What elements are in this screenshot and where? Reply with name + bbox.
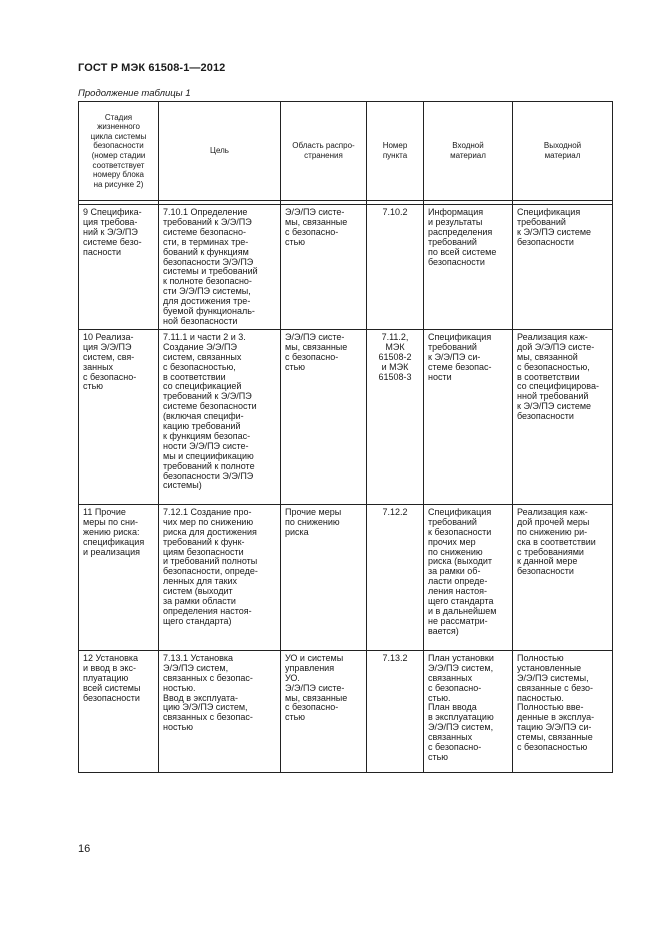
header-output: Выходной материал: [513, 102, 613, 201]
cell-scope: Э/Э/ПЭ систе- мы, связанные с безопасно- стью: [281, 205, 367, 330]
cell-output: Полностью установленные Э/Э/ПЭ системы, связанные с безо- пасностью. Полностью вве- денные в эксплуа- тацию Э/Э/ПЭ си- стемы, связанные с безопасностью: [513, 650, 613, 772]
cell-clause-number: 7.12.2: [367, 504, 424, 650]
cell-stage: 9 Специфика- ция требова- ний к Э/Э/ПЭ системе безо- пасности: [79, 205, 159, 330]
cell-stage: 11 Прочие меры по сни- жению риска: спецификация и реализация: [79, 504, 159, 650]
header-goal: Цель: [159, 102, 281, 201]
cell-input: План установки Э/Э/ПЭ систем, связанных с безопасно- стью. План ввода в эксплуатацию Э/Э/ПЭ систем, связанных с безопасно- стью: [424, 650, 513, 772]
cell-goal: 7.12.1 Создание про- чих мер по снижению риска для достижения требований к функ- циям безопасности и требований полноты безопасности, опреде- ленных для таких систем (выходит за рамки области определения настоя- щего стандарта): [159, 504, 281, 650]
header-stage: Стадия жизненного цикла системы безопасности (номер стадии соответствует номеру блока на рисунке 2): [79, 102, 159, 201]
table-row: [79, 329, 613, 504]
cell-goal: 7.10.1 Определение требований к Э/Э/ПЭ системе безопасно- сти, в терминах тре- бований к функциям безопасности Э/Э/ПЭ системы и требований к полноте безопасно- сти Э/Э/ПЭ системы, для достижения тре- буемой функциональ- ной безопасности: [159, 205, 281, 330]
header-clause-number: Номер пункта: [367, 102, 424, 201]
cell-goal: 7.13.1 Установка Э/Э/ПЭ систем, связанных с безопас- ностью. Ввод в эксплуата- цию Э/Э/ПЭ систем, связанных с безопас- ностью: [159, 650, 281, 772]
cell-clause-number: 7.13.2: [367, 650, 424, 772]
header-input: Входной материал: [424, 102, 513, 201]
cell-input: Спецификация требований к Э/Э/ПЭ си- стеме безопас- ности: [424, 329, 513, 504]
cell-output: Реализация каж- дой прочей меры по снижению ри- ска в соответствии с требованиями к данной мере безопасности: [513, 504, 613, 650]
cell-stage: 12 Установка и ввод в экс- плуатацию всей системы безопасности: [79, 650, 159, 772]
cell-clause-number: 7.11.2, МЭК 61508-2 и МЭК 61508-3: [367, 329, 424, 504]
cell-output: Спецификация требований к Э/Э/ПЭ системе безопасности: [513, 205, 613, 330]
cell-input: Спецификация требований к безопасности прочих мер по снижению риска (выходит за рамки об- ласти опреде- ления настоя- щего стандарта и в дальнейшем не рассматри- вается): [424, 504, 513, 650]
table-row: [79, 504, 613, 650]
lifecycle-table: [78, 101, 613, 773]
cell-goal: 7.11.1 и части 2 и 3. Создание Э/Э/ПЭ систем, связанных с безопасностью, в соответствии со спецификацией требований к Э/Э/ПЭ системе безопасности (включая специфи- кацию требований к функциям безопас- ности Э/Э/ПЭ систе- мы и специификацию требований к полноте безопасности Э/Э/ПЭ системы): [159, 329, 281, 504]
table-header-row: [79, 102, 613, 201]
document-header: ГОСТ Р МЭК 61508-1—2012: [78, 62, 226, 74]
cell-output: Реализация каж- дой Э/Э/ПЭ систе- мы, связанной с безопасностью, в соответствии со специфицирова- нной требований к Э/Э/ПЭ системе безопасности: [513, 329, 613, 504]
cell-clause-number: 7.10.2: [367, 205, 424, 330]
cell-scope: Прочие меры по снижению риска: [281, 504, 367, 650]
table-row: [79, 650, 613, 772]
page-number: 16: [78, 843, 91, 855]
cell-scope: УО и системы управления УО. Э/Э/ПЭ систе- мы, связанные с безопасно- стью: [281, 650, 367, 772]
cell-input: Информация и результаты распределения требований по всей системе безопасности: [424, 205, 513, 330]
cell-scope: Э/Э/ПЭ систе- мы, связанные с безопасно- стью: [281, 329, 367, 504]
table-caption: Продолжение таблицы 1: [78, 88, 191, 99]
table-row: [79, 205, 613, 330]
header-scope: Область распро- странения: [281, 102, 367, 201]
cell-stage: 10 Реализа- ция Э/Э/ПЭ систем, свя- занных с безопасно- стью: [79, 329, 159, 504]
